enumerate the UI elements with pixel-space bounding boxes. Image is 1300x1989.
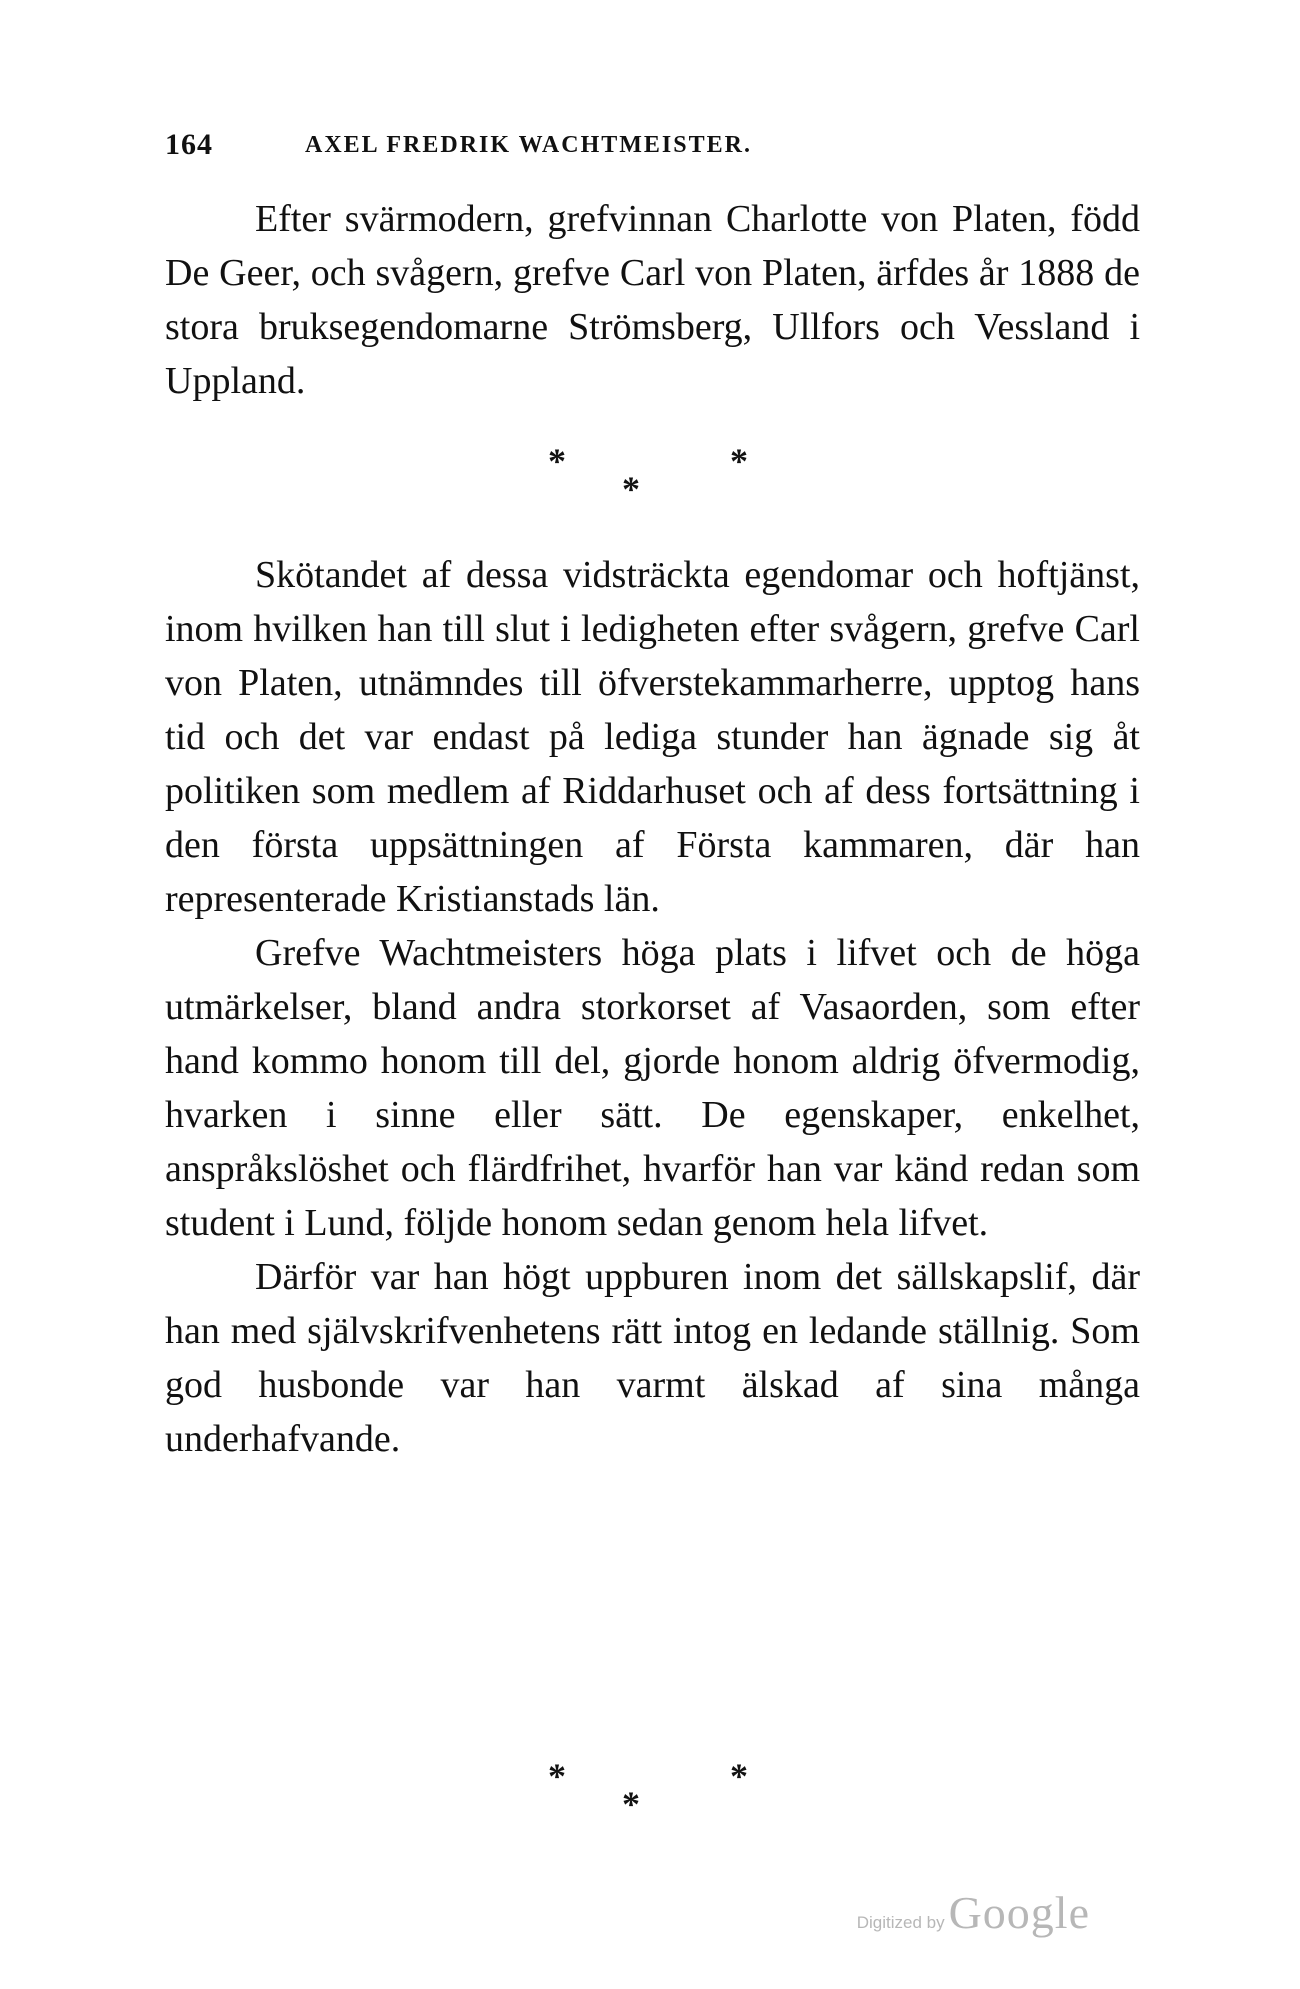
asterisk: * <box>622 469 640 509</box>
asterisk: * <box>548 441 566 481</box>
paragraph: Grefve Wachtmeisters höga plats i lifvet och de höga utmärkelser, bland andra storkorset af Vasaorden, som efter hand kommo honom till del, gjorde honom aldrig öfvermodig, hvarken i sinne eller sätt. De egenskaper, enkelhet, anspråkslöshet och flärdfrihet, hvarför han var känd redan som student i Lund, följde honom sedan genom hela lifvet. <box>165 932 1140 1244</box>
asterisk: * <box>548 1756 566 1796</box>
digitized-by-google-watermark <box>857 1886 1090 1939</box>
section-break-asterism <box>530 440 750 510</box>
section-break-asterism <box>530 1755 750 1825</box>
paragraph: Skötandet af dessa vidsträckta egendomar och hoftjänst, inom hvilken han till slut i ledigheten efter svågern, grefve Carl von Platen, utnämndes till öfverstekammarherre, upptog hans tid och det var endast på lediga stunder han ägnade sig åt politiken som medlem af Riddarhuset och af dess fortsättning i den första uppsättningen af Första kammaren, där han representerade Kristianstads län. <box>165 554 1140 920</box>
paragraph: Därför var han högt uppburen inom det sällskapslif, där han med självskrifvenhetens rätt intog en ledande ställnig. Som god husbonde var han varmt älskad af sina många underhafvande. <box>165 1256 1140 1460</box>
asterisk: * <box>730 1756 748 1796</box>
running-head: AXEL FREDRIK WACHTMEISTER. <box>305 132 752 158</box>
watermark-prefix: Digitized by <box>856 1913 945 1932</box>
text-block-2 <box>165 548 1140 1466</box>
page-number: 164 <box>165 128 213 161</box>
page-header <box>165 128 1135 168</box>
asterisk: * <box>622 1784 640 1824</box>
asterisk: * <box>730 441 748 481</box>
paragraph: Efter svärmodern, grefvinnan Charlotte von Platen, född De Geer, och svågern, grefve Carl von Platen, ärfdes år 1888 de stora bruksegendomarne Strömsberg, Ullfors och Vessland i Uppland. <box>165 198 1140 402</box>
google-logo: Google <box>948 1887 1090 1938</box>
text-block-1 <box>165 192 1140 408</box>
